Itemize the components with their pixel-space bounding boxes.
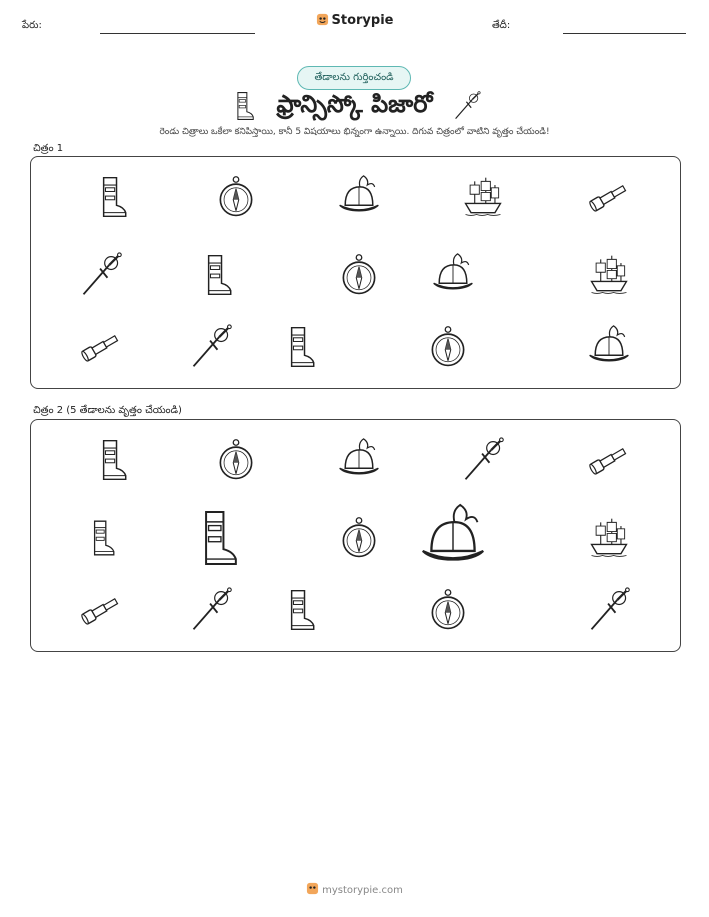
picture1-panel — [30, 156, 681, 389]
compass-icon[interactable] — [336, 252, 382, 298]
boot-icon[interactable] — [276, 587, 322, 633]
brand-name: Storypie — [331, 13, 394, 28]
sword-icon[interactable] — [586, 587, 632, 633]
compass-icon[interactable] — [425, 587, 471, 633]
spyglass-icon[interactable] — [78, 587, 124, 633]
sword-icon[interactable] — [78, 252, 124, 298]
sword-icon — [452, 90, 482, 122]
sword-icon[interactable] — [188, 587, 234, 633]
spyglass-icon[interactable] — [586, 174, 632, 220]
name-line[interactable] — [100, 33, 255, 34]
picture2-panel — [30, 419, 681, 652]
compass-icon[interactable] — [213, 437, 259, 483]
boot-icon[interactable] — [193, 252, 239, 298]
instructions: రెండు చిత్రాలు ఒకేలా కనిపిస్తాయి, కానీ 5 విషయాలు భిన్నంగా ఉన్నాయి. దిగువ చిత్రంలో వాటిని వృత్తం చేయండి! — [159, 127, 550, 137]
date-line[interactable] — [563, 33, 686, 34]
spyglass-icon[interactable] — [586, 437, 632, 483]
compass-icon[interactable] — [425, 324, 471, 370]
helmet-icon[interactable] — [336, 437, 382, 483]
boot-icon[interactable] — [88, 437, 134, 483]
storypie-logo-icon — [306, 882, 319, 895]
date-label: తేదీ: — [492, 20, 511, 31]
compass-icon[interactable] — [336, 515, 382, 561]
helmet-icon[interactable] — [430, 252, 476, 298]
helmet-icon[interactable] — [417, 502, 489, 574]
helmet-icon[interactable] — [336, 174, 382, 220]
name-label: పేరు: — [22, 20, 42, 31]
ship-icon[interactable] — [586, 252, 632, 298]
footer — [0, 882, 709, 896]
footer-url: mystorypie.com — [322, 885, 403, 896]
picture2-label: చిత్రం 2 (5 తేడాలను వృత్తం చేయండి) — [33, 405, 182, 416]
boot-icon[interactable] — [185, 507, 247, 569]
brand-logo — [0, 13, 709, 28]
compass-icon[interactable] — [213, 174, 259, 220]
worksheet-badge: తేడాలను గుర్తించండి — [297, 66, 411, 90]
boot-icon[interactable] — [88, 174, 134, 220]
page-title: ఫ్రాన్సిస్కో పిజారో — [276, 90, 433, 118]
sword-icon[interactable] — [188, 324, 234, 370]
picture1-label: చిత్రం 1 — [33, 143, 64, 154]
boot-icon[interactable] — [276, 324, 322, 370]
spyglass-icon[interactable] — [78, 324, 124, 370]
storypie-logo-icon — [316, 13, 329, 26]
helmet-icon[interactable] — [586, 324, 632, 370]
sword-icon[interactable] — [460, 437, 506, 483]
ship-icon[interactable] — [586, 515, 632, 561]
ship-icon[interactable] — [460, 174, 506, 220]
boot-icon[interactable] — [81, 518, 121, 558]
